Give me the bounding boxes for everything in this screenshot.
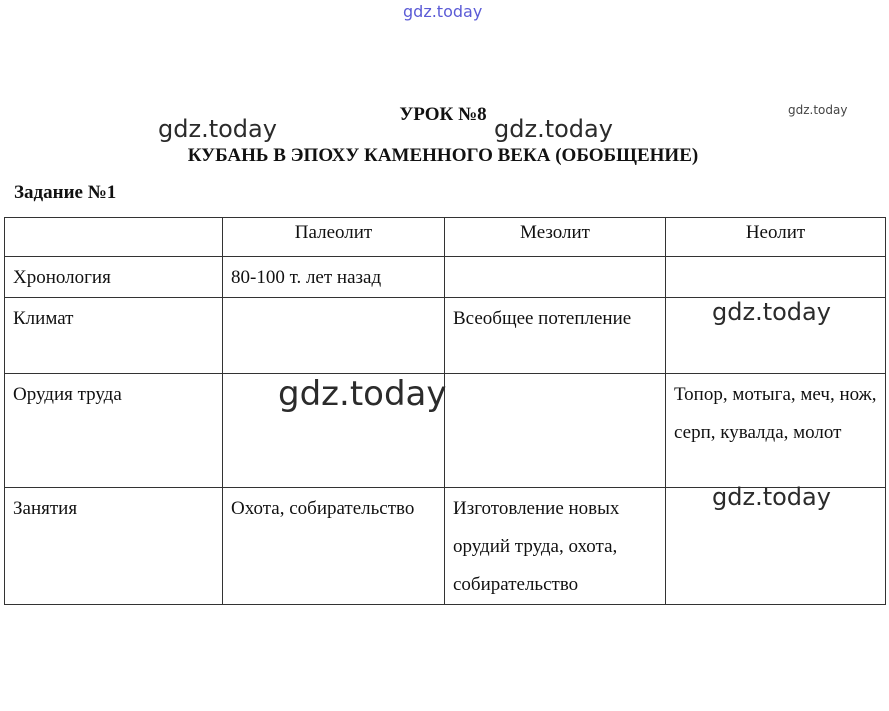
header-empty — [5, 218, 223, 257]
watermark-title-right: gdz.today — [494, 115, 613, 143]
row-label-tools: Орудия труда — [5, 374, 223, 488]
cell-chronology-neolithic — [666, 257, 886, 298]
watermark-climate: gdz.today — [712, 298, 831, 326]
header-paleolithic: Палеолит — [223, 218, 445, 257]
lesson-subtitle: КУБАНЬ В ЭПОХУ КАМЕННОГО ВЕКА (ОБОБЩЕНИЕ) — [187, 145, 699, 166]
table-header-row — [5, 218, 886, 257]
watermark-tools: gdz.today — [278, 374, 447, 414]
watermark-small: gdz.today — [788, 103, 848, 117]
watermark-title-left: gdz.today — [158, 115, 277, 143]
header-neolithic: Неолит — [666, 218, 886, 257]
watermark-top: gdz.today — [403, 2, 483, 21]
cell-climate-mesolithic: Всеобщее потепление — [445, 298, 666, 374]
header-mesolithic: Мезолит — [445, 218, 666, 257]
cell-tools-mesolithic — [445, 374, 666, 488]
row-label-chronology: Хронология — [5, 257, 223, 298]
lesson-title: УРОК №8 — [399, 104, 487, 125]
table-row — [5, 257, 886, 298]
cell-chronology-mesolithic — [445, 257, 666, 298]
cell-chronology-paleolithic: 80-100 т. лет назад — [223, 257, 445, 298]
cell-tools-neolithic: Топор, мотыга, меч, нож, серп, кувалда, молот — [666, 374, 886, 488]
cell-climate-paleolithic — [223, 298, 445, 374]
row-label-climate: Климат — [5, 298, 223, 374]
row-label-activities: Занятия — [5, 488, 223, 605]
cell-activities-paleolithic: Охота, собирательство — [223, 488, 445, 605]
watermark-activities: gdz.today — [712, 483, 831, 511]
cell-activities-mesolithic: Изготовление новых орудий труда, охота, собирательство — [445, 488, 666, 605]
task-heading: Задание №1 — [14, 182, 117, 203]
